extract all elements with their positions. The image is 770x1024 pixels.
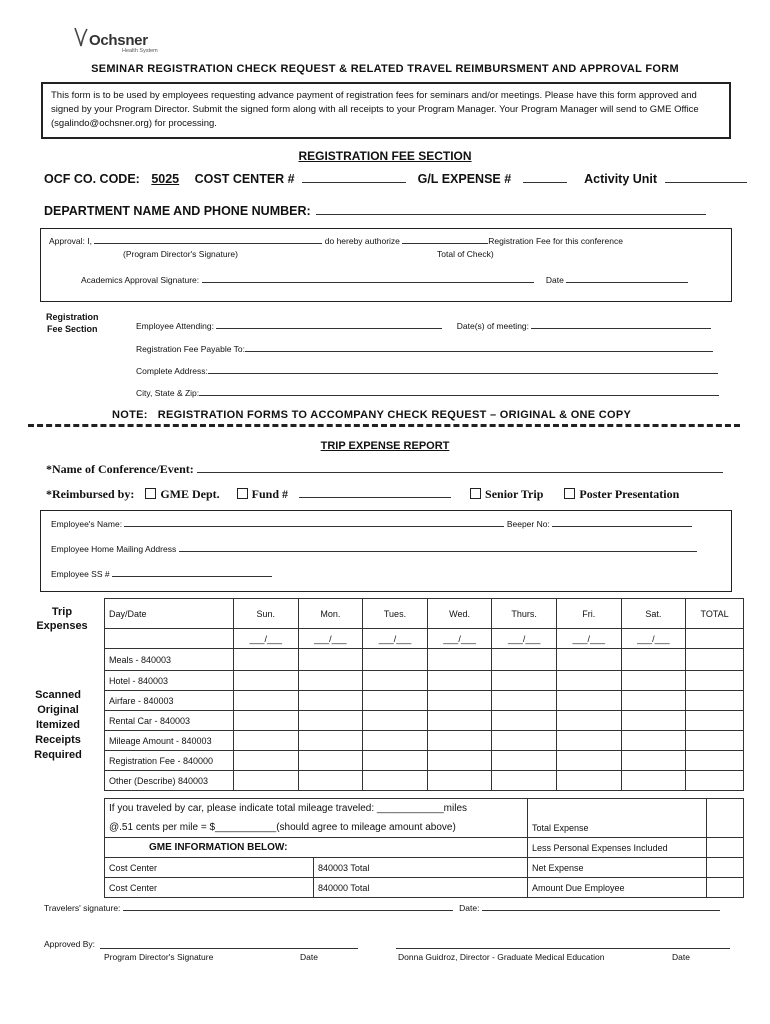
cost-center-row-2 <box>105 878 744 898</box>
cell[interactable] <box>363 751 428 771</box>
meeting-dates-label: Date(s) of meeting: <box>456 321 530 331</box>
trip-label-2: Expenses <box>36 620 88 632</box>
cell[interactable] <box>556 731 621 751</box>
gme-info-heading: GME INFORMATION BELOW: <box>105 838 528 858</box>
fund-field[interactable] <box>299 497 451 498</box>
date-slot-row <box>105 629 744 649</box>
approved-by-label: Approved By: <box>44 939 96 949</box>
cell[interactable] <box>427 691 492 711</box>
cell[interactable] <box>298 671 363 691</box>
date-slot[interactable]: ___/___ <box>427 629 492 649</box>
date-slot[interactable]: ___/___ <box>556 629 621 649</box>
employee-attending-row <box>136 321 711 331</box>
ssn-label: Employee SS # <box>51 569 110 579</box>
header-sun: Sun. <box>234 599 299 629</box>
row-label-airfare: Airfare - 840003 <box>105 691 234 711</box>
header-fri: Fri. <box>556 599 621 629</box>
academics-line <box>81 275 688 285</box>
cell[interactable] <box>621 649 686 671</box>
beeper-field[interactable] <box>552 526 692 527</box>
mileage-line-2: @.51 cents per mile = $___________(should agree to mileage amount above) <box>105 818 528 838</box>
reimbursed-row <box>46 487 679 502</box>
cell[interactable] <box>427 771 492 791</box>
cell[interactable] <box>492 771 557 791</box>
reimbursed-label: *Reimbursed by: <box>46 487 135 501</box>
date-slot[interactable]: ___/___ <box>234 629 299 649</box>
director-caption: Donna Guidroz, Director - Graduate Medical Education <box>398 952 605 962</box>
date-slot[interactable]: ___/___ <box>363 629 428 649</box>
approval-box <box>40 228 732 302</box>
cell[interactable] <box>686 649 744 671</box>
row-label-rental: Rental Car - 840003 <box>105 711 234 731</box>
approval-prefix: Approval: I, <box>49 236 92 246</box>
employee-attending-field[interactable] <box>216 328 442 329</box>
table-row <box>105 731 744 751</box>
cell[interactable] <box>427 649 492 671</box>
approved-by-line[interactable] <box>100 948 358 949</box>
home-address-field[interactable] <box>179 551 697 552</box>
form-title: SEMINAR REGISTRATION CHECK REQUEST & RELATED TRAVEL REIMBURSMENT AND APPROVAL FORM <box>91 63 679 75</box>
table-row <box>105 671 744 691</box>
header-thurs: Thurs. <box>492 599 557 629</box>
mileage-line-1: If you traveled by car, please indicate total mileage traveled: ____________miles <box>105 799 528 819</box>
ochsner-leaf-icon <box>72 26 88 48</box>
conference-row <box>46 462 723 477</box>
cell[interactable] <box>621 771 686 791</box>
header-mon: Mon. <box>298 599 363 629</box>
cell[interactable] <box>686 691 744 711</box>
cell[interactable] <box>492 671 557 691</box>
logo-sub: Health System <box>122 48 158 54</box>
cell[interactable] <box>492 691 557 711</box>
travelers-signature-label: Travelers' signature: <box>44 903 121 913</box>
activity-label: Activity Unit <box>584 172 658 186</box>
academics-field[interactable] <box>202 282 534 283</box>
cell[interactable] <box>427 751 492 771</box>
cell[interactable] <box>621 671 686 691</box>
instructions-text: This form is to be used by employees requesting advance payment of registration fees for seminars and/or meetings. Please have this form approved and signed by your Program Director. Submit the signed form along with all receipts to your Program Manager. Your Program Manager will send to GME Office (sgalindo@ochsner.org) for processing. <box>51 90 699 129</box>
director-line[interactable] <box>396 948 730 949</box>
travelers-date-label: Date: <box>459 903 480 913</box>
activity-field[interactable] <box>665 182 747 183</box>
summary-amount-due: Amount Due Employee <box>528 878 707 898</box>
row-label-meals: Meals - 840003 <box>105 649 234 671</box>
gme-dept-label: GME Dept. <box>160 487 220 501</box>
gl-expense-field[interactable] <box>523 182 567 183</box>
logo-name: Ochsner <box>89 32 148 49</box>
mileage-row-1 <box>105 799 744 819</box>
city-label: City, State & Zip: <box>136 388 200 398</box>
employee-name-row <box>51 519 692 529</box>
cost-center-row-1 <box>105 858 744 878</box>
cell[interactable] <box>621 751 686 771</box>
dashed-divider <box>28 424 740 427</box>
approval-amount-field[interactable] <box>402 243 488 244</box>
cell[interactable] <box>427 671 492 691</box>
cost-center-label-2: Cost Center <box>105 878 314 898</box>
summary-total-expense: Total Expense <box>528 818 707 838</box>
travelers-signature-row <box>44 903 720 913</box>
director-date-caption: Date <box>672 952 690 962</box>
city-row <box>136 388 719 398</box>
cell[interactable] <box>234 771 299 791</box>
summary-less-personal-value[interactable] <box>707 838 744 858</box>
cell[interactable] <box>298 649 363 671</box>
cell[interactable] <box>363 711 428 731</box>
cost-center-total-2: 840000 Total <box>314 878 528 898</box>
address-label: Complete Address: <box>136 366 208 376</box>
ocf-label: OCF CO. CODE: <box>44 172 140 186</box>
header-wed: Wed. <box>427 599 492 629</box>
row-label-registration: Registration Fee - 840000 <box>105 751 234 771</box>
cell[interactable] <box>234 671 299 691</box>
home-address-label: Employee Home Mailing Address <box>51 544 177 554</box>
table-row <box>105 649 744 671</box>
poster-label: Poster Presentation <box>579 487 680 501</box>
table-row <box>105 711 744 731</box>
employee-box <box>40 510 732 592</box>
gme-info-row <box>105 838 744 858</box>
expense-header-row <box>105 599 744 629</box>
payable-label: Registration Fee Payable To: <box>136 344 245 354</box>
senior-trip-checkbox[interactable] <box>470 488 481 499</box>
cell[interactable] <box>363 731 428 751</box>
header-sat: Sat. <box>621 599 686 629</box>
cell[interactable] <box>492 711 557 731</box>
cell[interactable] <box>298 711 363 731</box>
cell[interactable] <box>556 671 621 691</box>
trip-expenses-label <box>32 605 92 633</box>
cost-center-field[interactable] <box>302 182 406 183</box>
fund-label: Fund # <box>251 487 289 501</box>
scan-label-2: Original <box>37 704 79 716</box>
scan-label-5: Required <box>34 749 82 761</box>
registration-section-heading: REGISTRATION FEE SECTION <box>298 149 472 163</box>
summary-less-personal: Less Personal Expenses Included <box>528 838 707 858</box>
codes-row <box>44 172 747 186</box>
cell[interactable] <box>234 731 299 751</box>
senior-trip-label: Senior Trip <box>485 487 544 501</box>
cost-center-total-1: 840003 Total <box>314 858 528 878</box>
cell[interactable] <box>363 649 428 671</box>
summary-spacer-value <box>707 799 744 819</box>
employee-attending-label: Employee Attending: <box>136 321 214 331</box>
cell[interactable] <box>298 731 363 751</box>
gme-dept-checkbox[interactable] <box>145 488 156 499</box>
cell[interactable] <box>234 751 299 771</box>
cell[interactable] <box>492 731 557 751</box>
cost-center-label: COST CENTER # <box>194 172 295 186</box>
approval-total-caption: Total of Check) <box>437 249 494 259</box>
cell[interactable] <box>556 691 621 711</box>
fund-checkbox[interactable] <box>237 488 248 499</box>
cell[interactable] <box>234 711 299 731</box>
meeting-dates-field[interactable] <box>531 328 711 329</box>
table-row <box>105 771 744 791</box>
ssn-row <box>51 569 272 579</box>
date-slot-total <box>686 629 744 649</box>
department-row <box>44 204 706 218</box>
cell[interactable] <box>556 711 621 731</box>
date-slot-label <box>105 629 234 649</box>
cell[interactable] <box>556 649 621 671</box>
mileage-row-2 <box>105 818 744 838</box>
academics-date-label: Date <box>545 275 564 285</box>
summary-spacer <box>528 799 707 819</box>
row-label-mileage: Mileage Amount - 840003 <box>105 731 234 751</box>
scanned-receipts-label <box>24 688 92 763</box>
payable-field[interactable] <box>245 351 713 352</box>
note-text: NOTE: REGISTRATION FORMS TO ACCOMPANY CHECK REQUEST – ORIGINAL & ONE COPY <box>108 409 635 421</box>
date-slot[interactable]: ___/___ <box>492 629 557 649</box>
employee-name-field[interactable] <box>124 526 504 527</box>
pd-date-caption: Date <box>300 952 318 962</box>
table-row <box>105 691 744 711</box>
cell[interactable] <box>492 649 557 671</box>
cost-center-label-1: Cost Center <box>105 858 314 878</box>
trip-label-1: Trip <box>51 606 73 618</box>
header-total: TOTAL <box>686 599 744 629</box>
header-tues: Tues. <box>363 599 428 629</box>
cell[interactable] <box>556 751 621 771</box>
payable-row <box>136 344 713 354</box>
approval-authorize: do hereby authorize <box>324 236 400 246</box>
city-field[interactable] <box>199 395 719 396</box>
home-address-row <box>51 544 697 554</box>
cell[interactable] <box>686 671 744 691</box>
cell[interactable] <box>686 711 744 731</box>
cell[interactable] <box>298 771 363 791</box>
summary-total-expense-value[interactable] <box>707 818 744 838</box>
cell[interactable] <box>556 771 621 791</box>
cell[interactable] <box>427 711 492 731</box>
scan-label-3: Itemized <box>35 719 80 731</box>
gme-info-table <box>104 798 744 898</box>
header-daydate: Day/Date <box>105 599 234 629</box>
instructions-box <box>41 82 731 139</box>
pd-signature-caption: Program Director's Signature <box>104 952 214 962</box>
approval-fee-text: Registration Fee for this conference <box>488 236 623 246</box>
summary-net-expense: Net Expense <box>528 858 707 878</box>
trip-heading: TRIP EXPENSE REPORT <box>320 440 450 452</box>
gl-expense-label: G/L EXPENSE # <box>417 172 512 186</box>
address-field[interactable] <box>208 373 718 374</box>
cell[interactable] <box>298 691 363 711</box>
scan-label-1: Scanned <box>35 689 81 701</box>
cell[interactable] <box>492 751 557 771</box>
travelers-signature-field[interactable] <box>123 910 453 911</box>
cell[interactable] <box>363 691 428 711</box>
academics-date-field[interactable] <box>566 282 688 283</box>
department-field[interactable] <box>316 214 706 215</box>
reg-fee-side-label-2: Fee Section <box>47 324 98 334</box>
cell[interactable] <box>234 649 299 671</box>
approval-name-field[interactable] <box>94 243 322 244</box>
beeper-label: Beeper No: <box>506 519 550 529</box>
ssn-field[interactable] <box>112 576 272 577</box>
cell[interactable] <box>427 731 492 751</box>
date-slot[interactable]: ___/___ <box>621 629 686 649</box>
department-label: DEPARTMENT NAME AND PHONE NUMBER: <box>44 204 311 218</box>
poster-checkbox[interactable] <box>564 488 575 499</box>
ocf-value: 5025 <box>151 172 180 186</box>
row-label-other: Other (Describe) 840003 <box>105 771 234 791</box>
reg-fee-side-label <box>46 311 99 335</box>
reg-fee-side-label-1: Registration <box>46 312 99 322</box>
expense-table <box>104 598 744 791</box>
cell[interactable] <box>686 731 744 751</box>
scan-label-4: Receipts <box>35 734 81 746</box>
cell[interactable] <box>621 731 686 751</box>
cell[interactable] <box>234 691 299 711</box>
cell[interactable] <box>621 691 686 711</box>
row-label-hotel: Hotel - 840003 <box>105 671 234 691</box>
cell[interactable] <box>686 771 744 791</box>
cell[interactable] <box>363 671 428 691</box>
conference-label: *Name of Conference/Event: <box>46 462 194 476</box>
cell[interactable] <box>686 751 744 771</box>
cell[interactable] <box>621 711 686 731</box>
travelers-date-field[interactable] <box>482 910 720 911</box>
summary-amount-due-value[interactable] <box>707 878 744 898</box>
employee-name-label: Employee's Name: <box>51 519 123 529</box>
date-slot[interactable]: ___/___ <box>298 629 363 649</box>
cell[interactable] <box>298 751 363 771</box>
academics-label: Academics Approval Signature: <box>81 275 200 285</box>
approval-sig-caption: (Program Director's Signature) <box>123 249 238 259</box>
table-row <box>105 751 744 771</box>
address-row <box>136 366 718 376</box>
conference-field[interactable] <box>197 472 723 473</box>
cell[interactable] <box>363 771 428 791</box>
approval-line <box>49 236 623 246</box>
summary-net-expense-value[interactable] <box>707 858 744 878</box>
